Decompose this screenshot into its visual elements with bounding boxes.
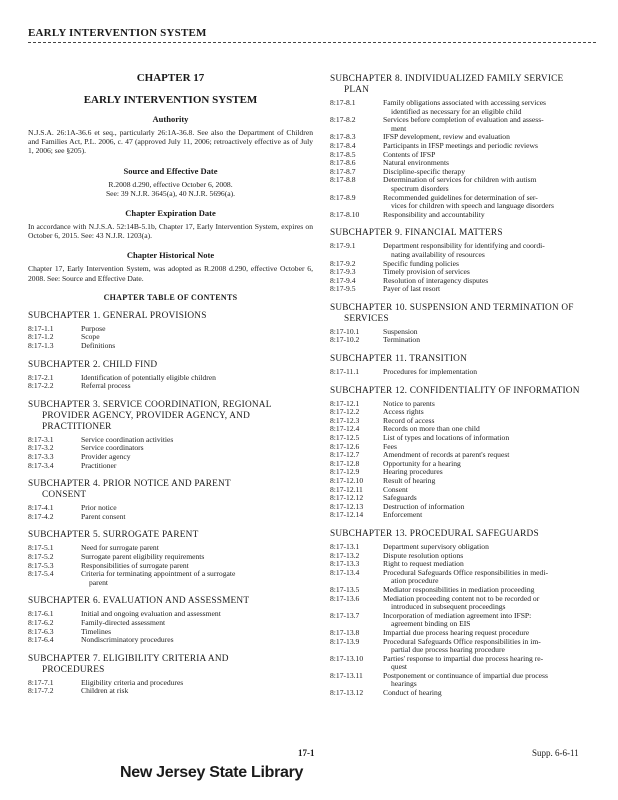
section-title: Identification of potentially eligible children (81, 372, 216, 382)
section-title: Scope (81, 332, 100, 342)
toc-entry (28, 342, 313, 351)
section-title: Procedural Safeguards Office responsibilities in medi- (383, 567, 548, 577)
supplement-date: Supp. 6-6-11 (532, 748, 579, 758)
subchapter-heading (28, 400, 313, 433)
toc-entry (330, 242, 615, 259)
toc-entry (330, 328, 615, 337)
section-number: 8:17-7.1 (28, 677, 54, 687)
subchapter-title: SUBCHAPTER 7. ELIGIBILITY CRITERIA AND (28, 653, 229, 664)
subchapter-title-continued: PROCEDURES (42, 664, 105, 675)
subchapter-title: SUBCHAPTER 1. GENERAL PROVISIONS (28, 310, 207, 321)
section-title: Mediation proceeding content not to be recorded or (383, 593, 540, 603)
toc-entry (28, 382, 313, 391)
section-number: 8:17-13.11 (330, 670, 363, 680)
section-title: Safeguards (383, 493, 417, 503)
section-title: Mediator responsibilities in mediation proceeding (383, 584, 535, 594)
section-number: 8:17-12.10 (330, 476, 364, 485)
subchapter-title: SUBCHAPTER 9. FINANCIAL MATTERS (330, 228, 503, 239)
section-number: 8:17-8.1 (330, 98, 356, 107)
toc-entry (28, 462, 313, 471)
toc-entry (330, 460, 615, 469)
section-number: 8:17-1.2 (28, 332, 54, 342)
subchapter-heading (28, 311, 313, 322)
section-number: 8:17-12.5 (330, 433, 360, 443)
section-number: 8:17-9.5 (330, 284, 356, 294)
section-title: Family obligations associated with accessing services (383, 98, 547, 107)
section-number: 8:17-3.1 (28, 434, 54, 444)
subchapter-title: SUBCHAPTER 10. SUSPENSION AND TERMINATION OF (330, 302, 574, 313)
section-number: 8:17-8.8 (330, 175, 356, 185)
section-number: 8:17-11.1 (330, 367, 360, 377)
section-number: 8:17-12.3 (330, 415, 360, 425)
authority-heading: Authority (152, 114, 189, 124)
section-title: Nondiscriminatory procedures (81, 635, 174, 645)
authority-text: N.J.S.A. 26:1A-36.6 et seq., particularly 26:1A-36.8. See also the Department of Children and Families Act, P.L. 2006, c. 47 (approved July 11, 2006; retroactively effective as of July 1, 2006; see §205). (28, 128, 313, 156)
subchapter-title: SUBCHAPTER 3. SERVICE COORDINATION, REGIONAL (28, 399, 272, 410)
toc-heading: CHAPTER TABLE OF CONTENTS (103, 292, 238, 302)
section-number: 8:17-5.2 (28, 551, 54, 561)
toc-entry (330, 142, 615, 151)
section-title-continued: ment (391, 123, 407, 133)
section-number: 8:17-12.13 (330, 501, 364, 511)
section-title: Criteria for terminating appointment of a surrogate (81, 569, 236, 579)
chapter-name: EARLY INTERVENTION SYSTEM (83, 94, 258, 106)
toc-entry (330, 408, 615, 417)
section-number: 8:17-6.1 (28, 609, 54, 619)
page-number: 17-1 (298, 748, 315, 758)
section-number: 8:17-12.12 (330, 493, 364, 503)
subchapter-heading (330, 529, 615, 540)
section-number: 8:17-8.10 (330, 209, 360, 219)
section-number: 8:17-12.11 (330, 484, 363, 494)
toc-entry (28, 444, 313, 453)
section-title: Amendment of records at parent's request (383, 450, 510, 460)
subchapter-heading (28, 654, 313, 676)
section-title: Consent (383, 484, 408, 494)
section-title: Termination (383, 335, 421, 345)
section-title: Discipline-specific therapy (383, 166, 466, 176)
section-number: 8:17-8.4 (330, 140, 356, 150)
toc-entry (28, 610, 313, 619)
section-number: 8:17-10.2 (330, 335, 360, 345)
section-number: 8:17-3.4 (28, 460, 54, 470)
section-number: 8:17-13.4 (330, 567, 360, 577)
subchapter-title-continued: PROVIDER AGENCY, PROVIDER AGENCY, AND PRACTITIONER (42, 410, 250, 432)
section-title: Destruction of information (383, 501, 465, 511)
section-number: 8:17-3.3 (28, 451, 54, 461)
subchapter-title: SUBCHAPTER 8. INDIVIDUALIZED FAMILY SERVICE (330, 74, 564, 84)
section-title-continued: nating availability of resources (391, 249, 485, 259)
left-toc (28, 311, 313, 696)
toc-entry (28, 453, 313, 462)
section-title-continued: spectrum disorders (391, 183, 449, 193)
section-title: Fees (383, 441, 397, 451)
section-number: 8:17-5.1 (28, 543, 54, 553)
section-title: Dispute resolution options (383, 550, 464, 560)
toc-entry (28, 570, 313, 587)
section-title-continued: hearings (391, 679, 417, 689)
section-title: Opportunity for a hearing (383, 458, 461, 468)
section-title: Timely provision of services (383, 267, 470, 277)
toc-entry (330, 336, 615, 345)
subchapter-heading (330, 74, 615, 96)
section-title: Right to request mediation (383, 559, 464, 569)
section-title-continued: quest (391, 662, 408, 672)
subchapter-heading (330, 354, 615, 365)
source-line-1: R.2008 d.290, effective October 6, 2008. (108, 179, 233, 189)
toc-entry (28, 619, 313, 628)
subchapter-title: SUBCHAPTER 6. EVALUATION AND ASSESSMENT (28, 596, 250, 607)
section-title: Initial and ongoing evaluation and assessment (81, 609, 221, 619)
section-title: Enforcement (383, 510, 423, 520)
section-title-continued: ation procedure (391, 576, 439, 586)
subchapter-heading (28, 530, 313, 541)
section-title: Records on more than one child (383, 424, 480, 434)
left-column (28, 68, 313, 696)
section-number: 8:17-12.9 (330, 467, 360, 477)
toc-entry (330, 477, 615, 486)
section-number: 8:17-13.9 (330, 636, 360, 646)
subchapter-heading (28, 596, 313, 607)
library-stamp: New Jersey State Library (120, 764, 304, 781)
toc-entry (330, 569, 615, 586)
toc-entry (28, 333, 313, 342)
section-number: 8:17-9.2 (330, 258, 356, 268)
section-title: Record of access (383, 415, 435, 425)
section-title: Parties' response to impartial due process hearing re- (383, 653, 544, 663)
section-number: 8:17-1.1 (28, 323, 54, 333)
section-title: Timelines (81, 626, 112, 636)
section-number: 8:17-13.5 (330, 584, 360, 594)
section-title: Purpose (81, 323, 106, 333)
toc-entry (330, 400, 615, 409)
toc-entry (330, 511, 615, 520)
toc-entry (28, 687, 313, 696)
toc-entry (330, 672, 615, 689)
section-title: Recommended guidelines for determination of ser- (383, 192, 538, 202)
subchapter-title-continued: CONSENT (42, 490, 87, 501)
history-heading: Chapter Historical Note (126, 250, 215, 261)
subchapter-heading (330, 303, 615, 325)
toc-entry (28, 325, 313, 334)
section-title: Determination of services for children with autism (383, 175, 537, 185)
section-number: 8:17-8.3 (330, 132, 356, 142)
toc-entry (330, 595, 615, 612)
section-title: Prior notice (81, 503, 117, 513)
toc-entry (28, 679, 313, 688)
toc-entry (330, 151, 615, 160)
section-number: 8:17-8.7 (330, 166, 356, 176)
toc-entry (330, 176, 615, 193)
section-number: 8:17-13.3 (330, 559, 360, 569)
subchapter-title: SUBCHAPTER 5. SURROGATE PARENT (28, 530, 199, 541)
section-number: 8:17-13.10 (330, 653, 364, 663)
toc-entry (330, 543, 615, 552)
subchapter-title-continued: SERVICES (344, 313, 389, 324)
section-title: Contents of IFSP (383, 149, 436, 159)
section-number: 8:17-9.4 (330, 275, 356, 285)
section-title-continued: parent (89, 577, 108, 587)
section-title-continued: partial due process hearing procedure (391, 645, 505, 655)
toc-entry (330, 434, 615, 443)
toc-entry (330, 486, 615, 495)
source-heading: Source and Effective Date (123, 165, 218, 176)
section-number: 8:17-2.1 (28, 372, 54, 382)
toc-entry (330, 503, 615, 512)
section-number: 8:17-12.7 (330, 450, 360, 460)
toc-entry (330, 552, 615, 561)
section-title: Responsibility and accountability (383, 209, 485, 219)
section-title-continued: vices for children with speech and language disorders (391, 201, 554, 211)
toc-entry (330, 689, 615, 698)
section-title: Department supervisory obligation (383, 541, 489, 551)
section-title: Notice to parents (383, 398, 435, 408)
section-title: Result of hearing (383, 476, 436, 485)
toc-entry (330, 159, 615, 168)
section-title: Participants in IFSP meetings and periodic reviews (383, 140, 538, 150)
section-title: IFSP development, review and evaluation (383, 132, 510, 142)
section-number: 8:17-13.8 (330, 627, 360, 637)
history-text: Chapter 17, Early Intervention System, was adopted as R.2008 d.290, effective October 6, 2008. See: Source and Effective Date. (28, 264, 313, 283)
section-title: Specific funding policies (383, 258, 459, 268)
section-number: 8:17-8.9 (330, 192, 356, 202)
section-title: Need for surrogate parent (81, 543, 159, 553)
section-number: 8:17-13.6 (330, 593, 360, 603)
toc-entry (28, 436, 313, 445)
section-title-continued: identified as necessary for an eligible child (391, 106, 522, 116)
section-number: 8:17-8.2 (330, 115, 356, 125)
section-title: Procedural Safeguards Office responsibilities in im- (383, 636, 541, 646)
toc-entry (28, 513, 313, 522)
toc-entry (28, 504, 313, 513)
section-title: Department responsibility for identifying and coordi- (383, 241, 545, 251)
section-number: 8:17-9.1 (330, 241, 356, 251)
subchapter-title: SUBCHAPTER 4. PRIOR NOTICE AND PARENT (28, 479, 231, 490)
toc-entry (330, 260, 615, 269)
section-title: Conduct of hearing (383, 688, 442, 698)
section-title: Procedures for implementation (383, 367, 478, 377)
section-title: Provider agency (81, 451, 131, 461)
section-number: 8:17-5.3 (28, 560, 54, 570)
section-number: 8:17-6.4 (28, 635, 54, 645)
section-number: 8:17-10.1 (330, 326, 360, 336)
source-line-2: See: 39 N.J.R. 3645(a), 40 N.J.R. 5696(a). (105, 188, 236, 198)
right-column (330, 68, 615, 698)
section-number: 8:17-8.6 (330, 158, 356, 168)
section-title: Responsibilities of surrogate parent (81, 560, 189, 570)
toc-entry (28, 374, 313, 383)
section-title: Eligibility criteria and procedures (81, 677, 184, 687)
section-number: 8:17-3.2 (28, 443, 54, 453)
toc-entry (330, 451, 615, 460)
subchapter-heading (28, 360, 313, 371)
section-title: Hearing procedures (383, 467, 443, 477)
subchapter-title: SUBCHAPTER 11. TRANSITION (330, 354, 467, 365)
right-toc (330, 74, 615, 698)
section-number: 8:17-5.4 (28, 569, 54, 579)
toc-entry (330, 655, 615, 672)
toc-entry (330, 612, 615, 629)
section-number: 8:17-6.3 (28, 626, 54, 636)
toc-entry (330, 638, 615, 655)
toc-entry (28, 636, 313, 645)
subchapter-title: SUBCHAPTER 13. PROCEDURAL SAFEGUARDS (330, 528, 539, 539)
section-title: Access rights (383, 407, 424, 417)
section-title-continued: introduced in subsequent proceedings (391, 602, 506, 612)
section-title: Payer of last resort (383, 284, 441, 294)
section-number: 8:17-2.2 (28, 381, 54, 391)
section-title: Resolution of interagency disputes (383, 275, 489, 285)
section-number: 8:17-12.4 (330, 424, 360, 434)
toc-entry (330, 494, 615, 503)
section-title: Referral process (81, 381, 131, 391)
section-title: Suspension (383, 326, 418, 336)
toc-entry (330, 99, 615, 116)
subchapter-title: SUBCHAPTER 12. CONFIDENTIALITY OF INFORMATION (330, 385, 580, 396)
section-title: Practitioner (81, 460, 117, 470)
running-head: EARLY INTERVENTION SYSTEM (28, 27, 207, 39)
toc-entry (330, 194, 615, 211)
toc-entry (330, 285, 615, 294)
toc-entry (330, 368, 615, 377)
section-title: Service coordinators (81, 443, 144, 453)
subchapter-heading (330, 228, 615, 239)
section-number: 8:17-8.5 (330, 149, 356, 159)
section-number: 8:17-1.3 (28, 341, 54, 351)
toc-entry (330, 211, 615, 220)
expiration-text: In accordance with N.J.S.A. 52:14B-5.1b, Chapter 17, Early Intervention System, expires on October 6, 2015. See: 43 N.J.R. 1203(a). (28, 222, 313, 241)
section-title: Natural environments (383, 158, 450, 168)
subchapter-title: SUBCHAPTER 2. CHILD FIND (28, 359, 158, 370)
section-number: 8:17-13.2 (330, 550, 360, 560)
section-number: 8:17-13.7 (330, 610, 360, 620)
section-number: 8:17-7.2 (28, 686, 54, 696)
section-title: Family-directed assessment (81, 617, 166, 627)
section-title: Parent consent (81, 511, 126, 521)
section-title: Children at risk (81, 686, 129, 696)
section-number: 8:17-12.8 (330, 458, 360, 468)
subchapter-heading (28, 479, 313, 501)
section-number: 8:17-4.1 (28, 503, 54, 513)
section-number: 8:17-6.2 (28, 617, 54, 627)
section-title: Service coordination activities (81, 434, 174, 444)
expiration-heading: Chapter Expiration Date (125, 208, 216, 219)
section-title: Incorporation of mediation agreement into IFSP: (383, 610, 532, 620)
section-number: 8:17-12.2 (330, 407, 360, 417)
section-title: Definitions (81, 341, 116, 351)
section-title: Impartial due process hearing request procedure (383, 627, 530, 637)
section-number: 8:17-9.3 (330, 267, 356, 277)
subchapter-title-continued: PLAN (344, 85, 370, 95)
subchapter-heading (330, 386, 615, 397)
section-number: 8:17-12.14 (330, 510, 364, 520)
section-title: Surrogate parent eligibility requirements (81, 551, 205, 561)
section-number: 8:17-12.1 (330, 398, 360, 408)
section-title: Services before completion of evaluation and assess- (383, 115, 544, 125)
toc-entry (330, 277, 615, 286)
section-number: 8:17-13.1 (330, 541, 360, 551)
section-number: 8:17-4.2 (28, 511, 54, 521)
section-number: 8:17-13.12 (330, 688, 364, 698)
section-title-continued: agreement binding on EIS (391, 619, 471, 629)
chapter-number: CHAPTER 17 (136, 72, 205, 84)
section-title: List of types and locations of information (383, 433, 510, 443)
section-title: Postponement or continuance of impartial due process (383, 670, 548, 680)
toc-entry (330, 468, 615, 477)
toc-entry (330, 116, 615, 133)
section-number: 8:17-12.6 (330, 441, 360, 451)
header-rule (28, 42, 596, 43)
